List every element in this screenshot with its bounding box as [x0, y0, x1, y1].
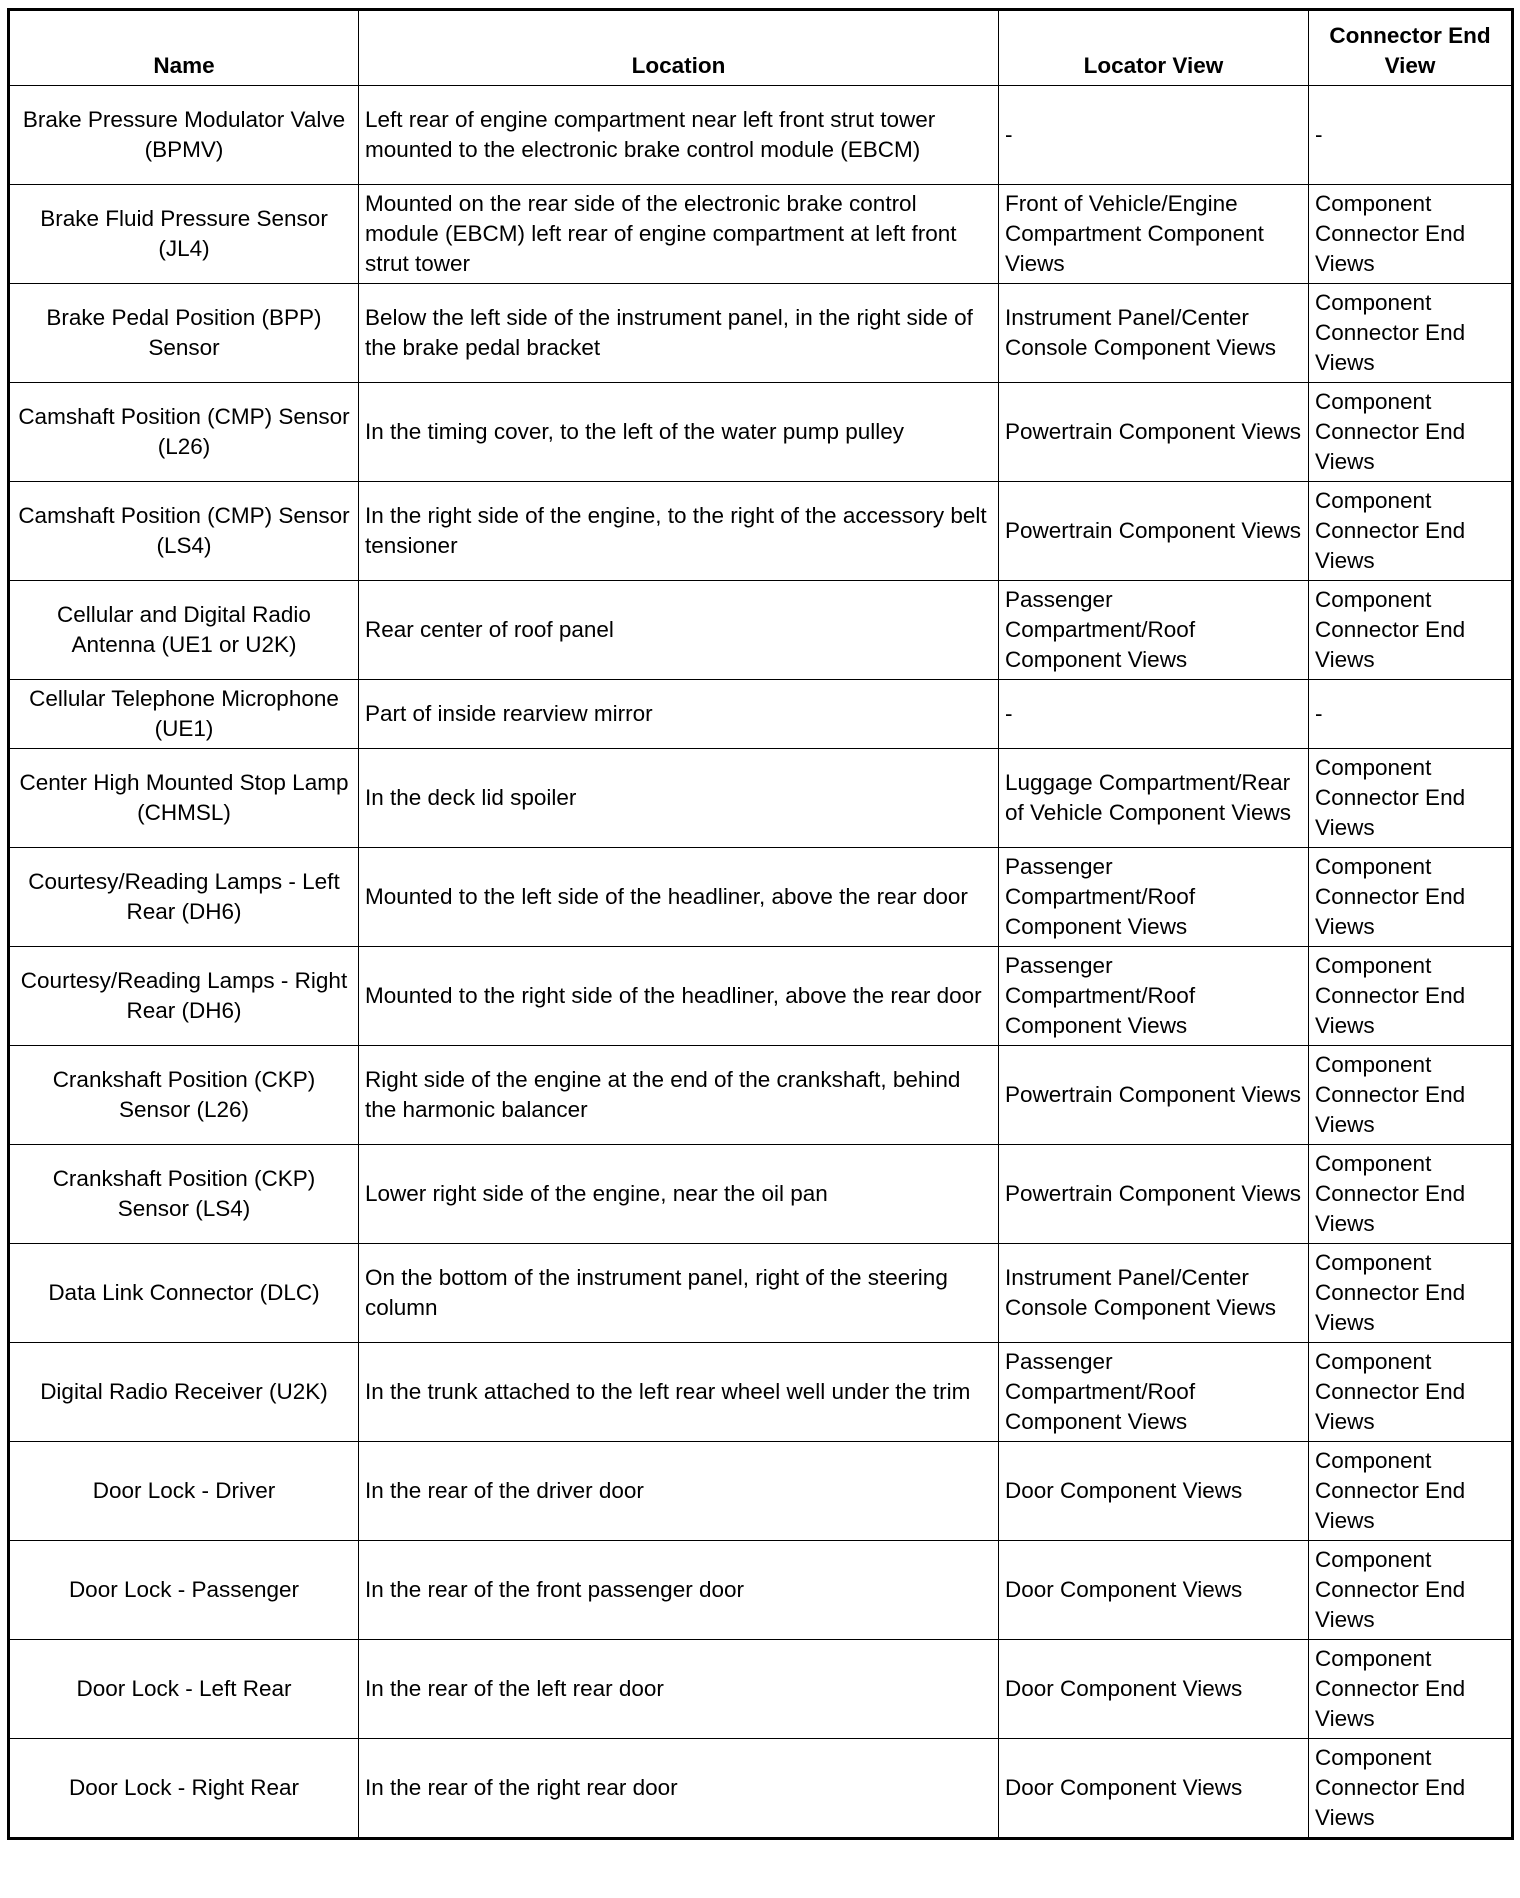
cell-locator-view: Passenger Compartment/Roof Component Views — [999, 1343, 1309, 1442]
cell-location: Mounted on the rear side of the electronic brake control module (EBCM) left rear of engine compartment at left front strut tower — [359, 185, 999, 284]
table-row — [9, 1442, 1513, 1541]
cell-name: Camshaft Position (CMP) Sensor (L26) — [9, 383, 359, 482]
cell-location: Left rear of engine compartment near left front strut tower mounted to the electronic brake control module (EBCM) — [359, 86, 999, 185]
cell-locator-view: Powertrain Component Views — [999, 383, 1309, 482]
table-row — [9, 185, 1513, 284]
column-header-locator-view: Locator View — [999, 10, 1309, 86]
cell-location: In the trunk attached to the left rear wheel well under the trim — [359, 1343, 999, 1442]
cell-connector-end-view: Component Connector End Views — [1309, 581, 1513, 680]
cell-connector-end-view: Component Connector End Views — [1309, 1145, 1513, 1244]
cell-connector-end-view: Component Connector End Views — [1309, 383, 1513, 482]
cell-location: In the rear of the driver door — [359, 1442, 999, 1541]
cell-name: Data Link Connector (DLC) — [9, 1244, 359, 1343]
column-header-location: Location — [359, 10, 999, 86]
cell-name: Door Lock - Driver — [9, 1442, 359, 1541]
table-row — [9, 1640, 1513, 1739]
cell-locator-view: Door Component Views — [999, 1739, 1309, 1839]
table-row — [9, 1244, 1513, 1343]
cell-locator-view: Passenger Compartment/Roof Component Views — [999, 947, 1309, 1046]
cell-location: Rear center of roof panel — [359, 581, 999, 680]
cell-location: Right side of the engine at the end of the crankshaft, behind the harmonic balancer — [359, 1046, 999, 1145]
cell-connector-end-view: - — [1309, 680, 1513, 749]
cell-locator-view: Passenger Compartment/Roof Component Views — [999, 848, 1309, 947]
table-row — [9, 284, 1513, 383]
cell-name: Digital Radio Receiver (U2K) — [9, 1343, 359, 1442]
table-row — [9, 947, 1513, 1046]
cell-name: Crankshaft Position (CKP) Sensor (LS4) — [9, 1145, 359, 1244]
cell-name: Courtesy/Reading Lamps - Right Rear (DH6) — [9, 947, 359, 1046]
table-row — [9, 383, 1513, 482]
cell-connector-end-view: Component Connector End Views — [1309, 1739, 1513, 1839]
table-row — [9, 1145, 1513, 1244]
cell-connector-end-view: Component Connector End Views — [1309, 848, 1513, 947]
cell-locator-view: Passenger Compartment/Roof Component Views — [999, 581, 1309, 680]
cell-name: Cellular and Digital Radio Antenna (UE1 or U2K) — [9, 581, 359, 680]
table-row — [9, 680, 1513, 749]
cell-locator-view: Instrument Panel/Center Console Component Views — [999, 1244, 1309, 1343]
cell-name: Door Lock - Left Rear — [9, 1640, 359, 1739]
component-locator-sheet — [7, 8, 1511, 1840]
table-row — [9, 581, 1513, 680]
cell-name: Door Lock - Passenger — [9, 1541, 359, 1640]
cell-locator-view: Door Component Views — [999, 1442, 1309, 1541]
cell-name: Center High Mounted Stop Lamp (CHMSL) — [9, 749, 359, 848]
cell-connector-end-view: Component Connector End Views — [1309, 1244, 1513, 1343]
cell-locator-view: Door Component Views — [999, 1541, 1309, 1640]
table-row — [9, 1343, 1513, 1442]
cell-connector-end-view: - — [1309, 86, 1513, 185]
cell-location: In the right side of the engine, to the right of the accessory belt tensioner — [359, 482, 999, 581]
table-row — [9, 1541, 1513, 1640]
cell-locator-view: Front of Vehicle/Engine Compartment Component Views — [999, 185, 1309, 284]
table-row — [9, 1739, 1513, 1839]
cell-connector-end-view: Component Connector End Views — [1309, 1442, 1513, 1541]
cell-connector-end-view: Component Connector End Views — [1309, 1046, 1513, 1145]
cell-name: Courtesy/Reading Lamps - Left Rear (DH6) — [9, 848, 359, 947]
cell-connector-end-view: Component Connector End Views — [1309, 1541, 1513, 1640]
cell-name: Door Lock - Right Rear — [9, 1739, 359, 1839]
cell-location: Lower right side of the engine, near the oil pan — [359, 1145, 999, 1244]
cell-connector-end-view: Component Connector End Views — [1309, 482, 1513, 581]
cell-connector-end-view: Component Connector End Views — [1309, 1343, 1513, 1442]
cell-name: Cellular Telephone Microphone (UE1) — [9, 680, 359, 749]
cell-name: Crankshaft Position (CKP) Sensor (L26) — [9, 1046, 359, 1145]
cell-name: Camshaft Position (CMP) Sensor (LS4) — [9, 482, 359, 581]
cell-locator-view: - — [999, 86, 1309, 185]
component-locator-table — [7, 8, 1514, 1840]
cell-locator-view: Powertrain Component Views — [999, 1046, 1309, 1145]
header-row — [9, 10, 1513, 86]
cell-location: In the timing cover, to the left of the water pump pulley — [359, 383, 999, 482]
column-header-name: Name — [9, 10, 359, 86]
cell-location: On the bottom of the instrument panel, right of the steering column — [359, 1244, 999, 1343]
cell-location: In the rear of the left rear door — [359, 1640, 999, 1739]
cell-location: Mounted to the right side of the headliner, above the rear door — [359, 947, 999, 1046]
cell-location: Part of inside rearview mirror — [359, 680, 999, 749]
cell-locator-view: Instrument Panel/Center Console Component Views — [999, 284, 1309, 383]
column-header-connector-end-view: Connector End View — [1309, 10, 1513, 86]
cell-name: Brake Pressure Modulator Valve (BPMV) — [9, 86, 359, 185]
cell-location: In the rear of the right rear door — [359, 1739, 999, 1839]
table-row — [9, 86, 1513, 185]
cell-location: In the deck lid spoiler — [359, 749, 999, 848]
cell-location: In the rear of the front passenger door — [359, 1541, 999, 1640]
cell-location: Below the left side of the instrument panel, in the right side of the brake pedal bracket — [359, 284, 999, 383]
cell-locator-view: Luggage Compartment/Rear of Vehicle Component Views — [999, 749, 1309, 848]
cell-connector-end-view: Component Connector End Views — [1309, 284, 1513, 383]
cell-locator-view: - — [999, 680, 1309, 749]
table-row — [9, 482, 1513, 581]
cell-location: Mounted to the left side of the headliner, above the rear door — [359, 848, 999, 947]
table-row — [9, 749, 1513, 848]
cell-name: Brake Pedal Position (BPP) Sensor — [9, 284, 359, 383]
cell-locator-view: Door Component Views — [999, 1640, 1309, 1739]
cell-locator-view: Powertrain Component Views — [999, 1145, 1309, 1244]
cell-locator-view: Powertrain Component Views — [999, 482, 1309, 581]
cell-connector-end-view: Component Connector End Views — [1309, 947, 1513, 1046]
cell-connector-end-view: Component Connector End Views — [1309, 1640, 1513, 1739]
cell-connector-end-view: Component Connector End Views — [1309, 749, 1513, 848]
cell-name: Brake Fluid Pressure Sensor (JL4) — [9, 185, 359, 284]
table-row — [9, 848, 1513, 947]
cell-connector-end-view: Component Connector End Views — [1309, 185, 1513, 284]
table-row — [9, 1046, 1513, 1145]
